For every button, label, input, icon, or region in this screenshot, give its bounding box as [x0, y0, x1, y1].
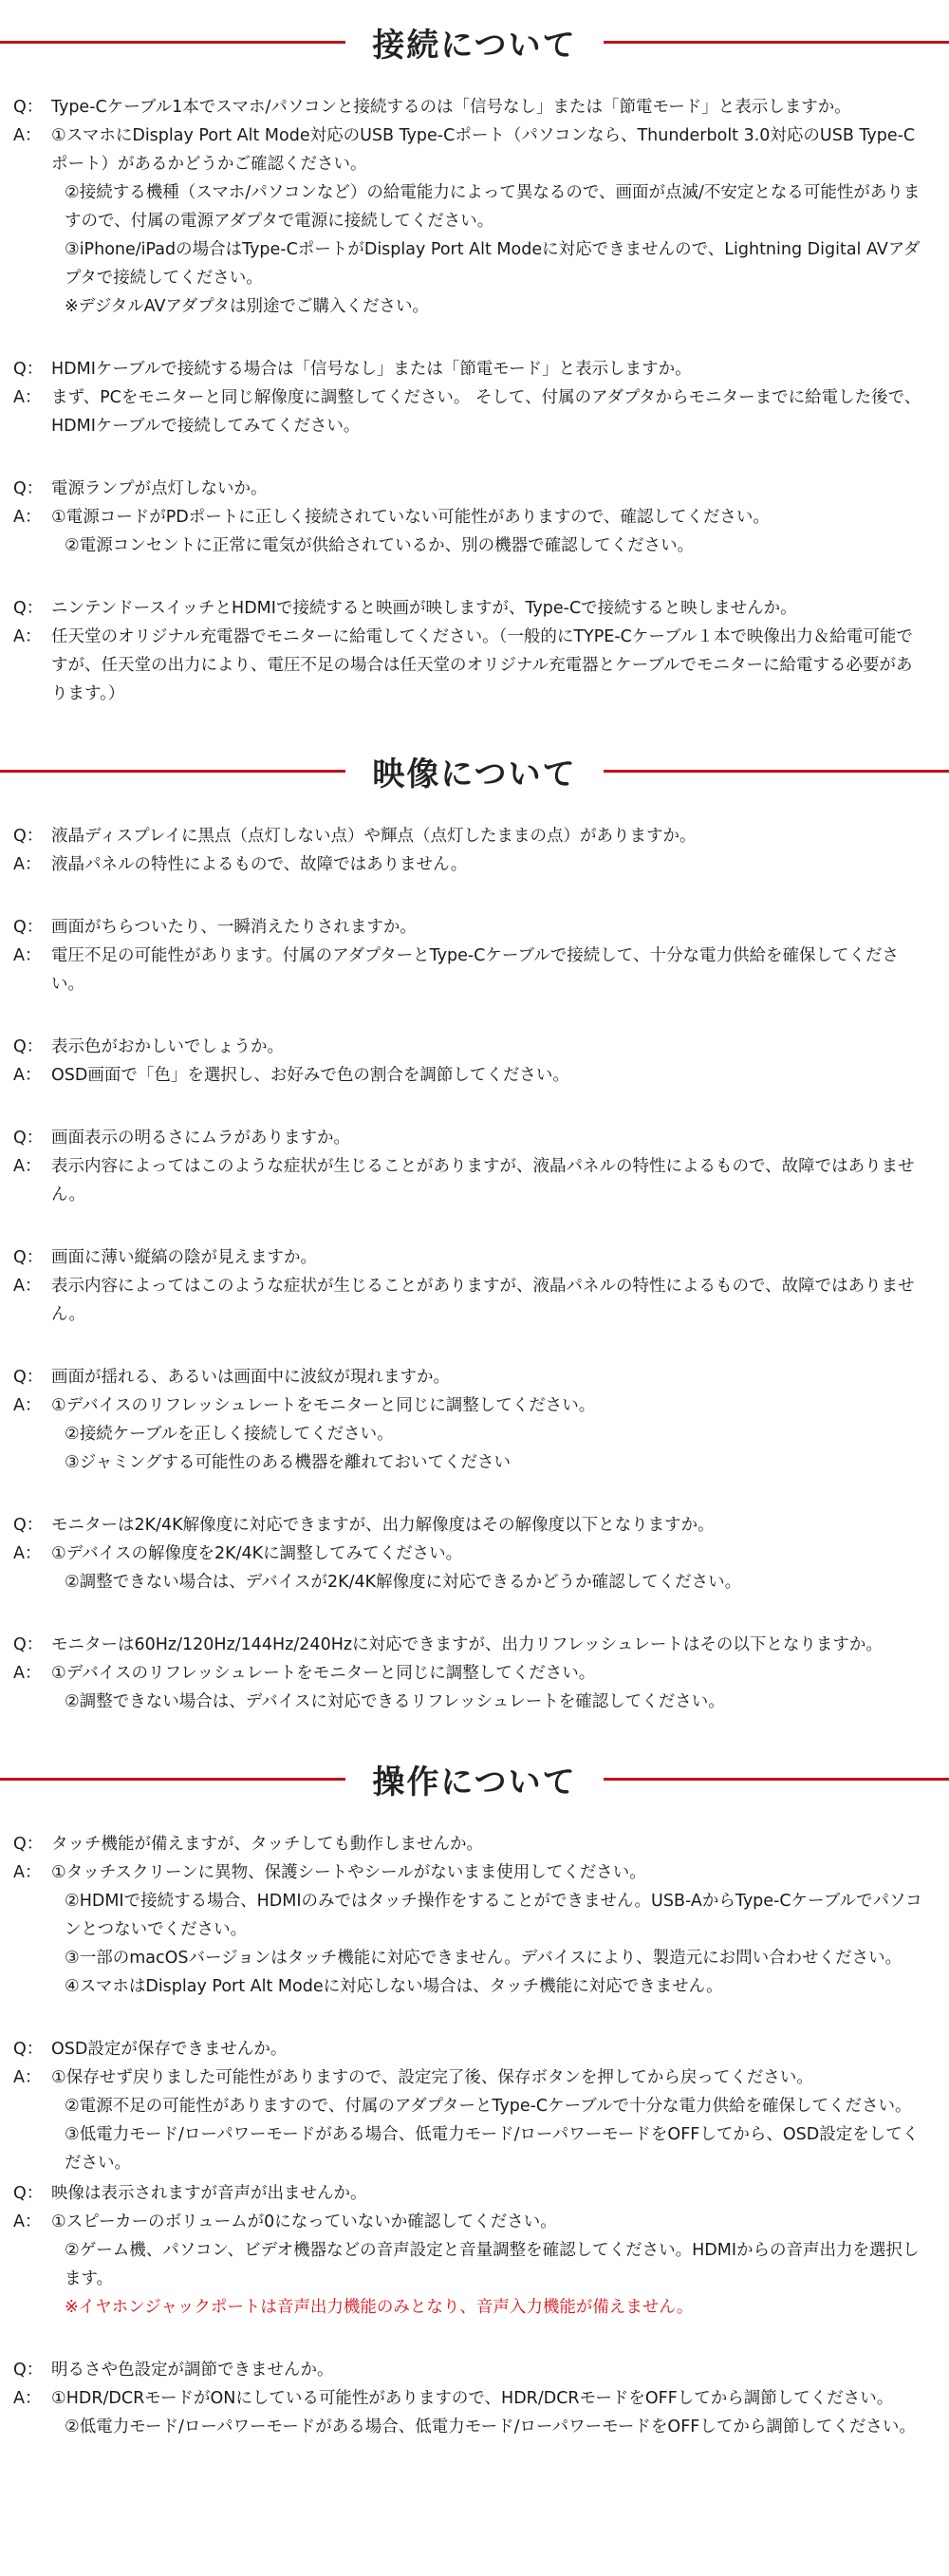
answer-line: ①デバイスの解像度を2K/4Kに調整してみてください。 — [51, 1544, 463, 1563]
question-row — [13, 93, 926, 121]
question-marker: Q： — [13, 918, 44, 937]
answer-row — [13, 2384, 926, 2441]
question-marker: Q： — [13, 1037, 44, 1056]
answer-marker: A： — [13, 508, 42, 527]
question-row — [13, 1511, 926, 1540]
question-marker: Q： — [13, 2184, 44, 2203]
question-text — [51, 913, 926, 942]
qa-item — [13, 1830, 926, 2001]
answer-line: ①デバイスのリフレッシュレートをモニターと同じに調整してください。 — [51, 1396, 596, 1415]
answer-row — [13, 1659, 926, 1716]
divider-line-left — [0, 770, 345, 773]
qa-item — [13, 913, 926, 999]
question-line: 画面が揺れる、あるいは画面中に波紋が現れますか。 — [51, 1368, 450, 1387]
question-line: HDMIケーブルで接続する場合は「信号なし」または「節電モード」と表示しますか。 — [51, 360, 692, 379]
answer-marker: A： — [13, 126, 42, 145]
answer-row — [13, 942, 926, 999]
question-marker: Q： — [13, 1635, 44, 1654]
answer-line: OSD画面で「色」を選択し、お好みで色の割合を調節してください。 — [51, 1066, 569, 1085]
answer-text — [51, 1659, 926, 1716]
question-line: 映像は表示されますが音声が出ませんか。 — [51, 2184, 367, 2203]
answer-line: ②接続する機種（スマホ/パソコンなど）の給電能力によって異なるので、画面が点滅/不安定となる可能性がありますので、付属の電源アダプタで電源に接続してください。 — [65, 183, 921, 231]
question-text — [51, 2179, 926, 2208]
question-marker: Q： — [13, 1248, 44, 1267]
qa-item — [13, 1631, 926, 1716]
qa-item — [13, 475, 926, 560]
question-text — [51, 355, 926, 383]
divider-line-left — [0, 41, 345, 44]
answer-marker: A： — [13, 2068, 42, 2087]
answer-line: ②電源コンセントに正常に電気が供給されているか、別の機器で確認してください。 — [65, 536, 695, 555]
question-marker: Q： — [13, 2361, 44, 2380]
answer-marker: A： — [13, 2389, 42, 2408]
question-text — [51, 1363, 926, 1391]
answer-line: 液晶パネルの特性によるもので、故障ではありません。 — [51, 855, 468, 874]
answer-line: ※デジタルAVアダプタは別途でご購入ください。 — [65, 297, 429, 316]
question-marker: Q： — [13, 479, 44, 498]
answer-line: ①スピーカーのボリュームが0になっていないか確認してください。 — [51, 2212, 557, 2231]
qa-item — [13, 1124, 926, 1209]
section-title: 接続について — [372, 26, 577, 65]
answer-marker: A： — [13, 1277, 42, 1296]
answer-line: ②接続ケーブルを正しく接続してください。 — [65, 1425, 394, 1444]
answer-marker: A： — [13, 1664, 42, 1683]
answer-text — [51, 1272, 926, 1329]
answer-marker: A： — [13, 855, 42, 874]
answer-line: ②低電力モード/ローパワーモードがある場合、低電力モード/ローパワーモードをOFFしてから調節してください。 — [65, 2417, 916, 2436]
qa-item — [13, 1033, 926, 1090]
answer-text — [51, 121, 926, 321]
qa-item — [13, 93, 926, 321]
question-text — [51, 1830, 926, 1858]
answer-line: ①保存せず戻りました可能性がありますので、設定完了後、保存ボタンを押してから戻ってください。 — [51, 2068, 813, 2087]
question-text — [51, 594, 926, 623]
question-text — [51, 1631, 926, 1659]
answer-marker: A： — [13, 1863, 42, 1882]
section-header — [0, 742, 949, 799]
qa-item — [13, 1511, 926, 1596]
answer-line: ①デバイスのリフレッシュレートをモニターと同じに調整してください。 — [51, 1664, 596, 1683]
divider-line-left — [0, 1778, 345, 1781]
answer-row — [13, 383, 926, 440]
qa-item — [13, 594, 926, 708]
answer-line: ③一部のmacOSバージョンはタッチ機能に対応できません。デバイスにより、製造元にお問い合わせください。 — [65, 1949, 902, 1968]
answer-text — [51, 1152, 926, 1209]
answer-line: ②調整できない場合は、デバイスが2K/4K解像度に対応できるかどうか確認してください。 — [65, 1573, 742, 1592]
question-line: OSD設定が保存できませんか。 — [51, 2040, 288, 2059]
answer-marker: A： — [13, 388, 42, 407]
question-row — [13, 594, 926, 623]
answer-row — [13, 1272, 926, 1329]
answer-text — [51, 1391, 926, 1477]
answer-line: ①HDR/DCRモードがONにしている可能性がありますので、HDR/DCRモードをOFFしてから調節してください。 — [51, 2389, 894, 2408]
question-marker: Q： — [13, 98, 44, 117]
section-header — [0, 1750, 949, 1807]
answer-line: まず、PCをモニターと同じ解像度に調整してください。 そして、付属のアダプタからモニターまでに給電した後で、HDMIケーブルで接続してみてください。 — [51, 388, 921, 436]
answer-line: 電圧不足の可能性があります。付属のアダプターとType-Cケーブルで接続して、十分な電力供給を確保してください。 — [51, 946, 899, 994]
question-text — [51, 822, 926, 850]
answer-row — [13, 1391, 926, 1477]
answer-text — [51, 2063, 926, 2177]
question-text — [51, 1033, 926, 1061]
divider-line-right — [604, 770, 949, 773]
question-line: 画面がちらついたり、一瞬消えたりされますか。 — [51, 918, 417, 937]
answer-text — [51, 623, 926, 708]
answer-line: ④スマホはDisplay Port Alt Modeに対応しない場合は、タッチ機能に対応できません。 — [65, 1977, 723, 1996]
question-marker: Q： — [13, 1835, 44, 1854]
question-marker: Q： — [13, 1368, 44, 1387]
answer-text — [51, 383, 926, 440]
qa-item — [13, 1243, 926, 1329]
question-row — [13, 2179, 926, 2208]
question-marker: Q： — [13, 360, 44, 379]
answer-row — [13, 623, 926, 708]
answer-line: ②ゲーム機、パソコン、ビデオ機器などの音声設定と音量調整を確認してください。HDMIからの音声出力を選択します。 — [65, 2241, 920, 2288]
question-line: 表示色がおかしいでしょうか。 — [51, 1037, 284, 1056]
divider-line-right — [604, 41, 949, 44]
qa-list — [0, 822, 949, 1716]
question-line: 画面に薄い縦縞の陰が見えますか。 — [51, 1248, 317, 1267]
question-text — [51, 475, 926, 503]
answer-row — [13, 1540, 926, 1596]
question-line: 液晶ディスプレイに黒点（点灯しない点）や輝点（点灯したままの点）がありますか。 — [51, 827, 697, 846]
question-text — [51, 1243, 926, 1272]
question-marker: Q： — [13, 1129, 44, 1148]
answer-line: 表示内容によってはこのような症状が生じることがありますが、液晶パネルの特性によるもので、故障ではありません。 — [51, 1277, 915, 1324]
qa-item — [13, 1363, 926, 1477]
qa-item — [13, 2356, 926, 2441]
section-title: 映像について — [372, 755, 577, 793]
answer-line: ③低電力モード/ローパワーモードがある場合、低電力モード/ローパワーモードをOFFしてから、OSD設定をしてください。 — [65, 2125, 920, 2173]
faq-page — [0, 13, 949, 2576]
question-line: タッチ機能が備えますが、タッチしても動作しませんか。 — [51, 1835, 483, 1854]
answer-marker: A： — [13, 946, 42, 965]
qa-item — [13, 2035, 926, 2177]
answer-row — [13, 1152, 926, 1209]
question-row — [13, 1243, 926, 1272]
question-row — [13, 1830, 926, 1858]
answer-row — [13, 2208, 926, 2322]
answer-marker: A： — [13, 627, 42, 646]
question-line: 画面表示の明るさにムラがありますか。 — [51, 1129, 350, 1148]
question-line: Type-Cケーブル1本でスマホ/パソコンと接続するのは「信号なし」または「節電モード」と表示しますか。 — [51, 98, 851, 117]
answer-line: ①スマホにDisplay Port Alt Mode対応のUSB Type-Cポート（パソコンなら、Thunderbolt 3.0対応のUSB Type-Cポート）があるかどうかご確認ください。 — [51, 126, 916, 174]
answer-text — [51, 2208, 926, 2322]
answer-row — [13, 121, 926, 321]
qa-item — [13, 822, 926, 879]
answer-marker: A： — [13, 1066, 42, 1085]
answer-text — [51, 1061, 926, 1090]
answer-row — [13, 1061, 926, 1090]
question-row — [13, 1124, 926, 1152]
answer-row — [13, 503, 926, 560]
answer-marker: A： — [13, 1157, 42, 1176]
question-text — [51, 1124, 926, 1152]
qa-item — [13, 2179, 926, 2322]
answer-line: ②HDMIで接続する場合、HDMIのみではタッチ操作をすることができません。USB-AからType-Cケーブルでパソコンとつないでください。 — [65, 1892, 922, 1939]
question-row — [13, 1033, 926, 1061]
question-row — [13, 1363, 926, 1391]
answer-text — [51, 850, 926, 879]
answer-marker: A： — [13, 2212, 42, 2231]
answer-text — [51, 1858, 926, 2001]
question-line: モニターは60Hz/120Hz/144Hz/240Hzに対応できますが、出力リフレッシュレートはその以下となりますか。 — [51, 1635, 883, 1654]
question-text — [51, 93, 926, 121]
qa-item — [13, 355, 926, 440]
answer-line: 表示内容によってはこのような症状が生じることがありますが、液晶パネルの特性によるもので、故障ではありません。 — [51, 1157, 915, 1204]
question-marker: Q： — [13, 1516, 44, 1535]
answer-line: ②電源不足の可能性がありますので、付属のアダプターとType-Cケーブルで十分な電力供給を確保してください。 — [65, 2097, 912, 2116]
question-row — [13, 2035, 926, 2063]
question-marker: Q： — [13, 827, 44, 846]
question-marker: Q： — [13, 599, 44, 618]
question-row — [13, 355, 926, 383]
question-line: 明るさや色設定が調節できませんか。 — [51, 2361, 334, 2380]
answer-line: ③ジャミングする可能性のある機器を離れておいてください — [65, 1453, 511, 1472]
answer-text — [51, 2384, 926, 2441]
section-header — [0, 13, 949, 70]
answer-line: 任天堂のオリジナル充電器でモニターに給電してください。（一般的にTYPE-Cケーブル１本で映像出力＆給電可能ですが、任天堂の出力により、電圧不足の場合は任天堂のオリジナル充電器とケーブルでモニターに給電する必要があります。） — [51, 627, 913, 703]
question-line: ニンテンドースイッチとHDMIで接続すると映画が映しますが、Type-Cで接続すると映しませんか。 — [51, 599, 797, 618]
answer-text — [51, 503, 926, 560]
qa-list — [0, 1830, 949, 2441]
answer-row — [13, 2063, 926, 2177]
question-row — [13, 2356, 926, 2384]
question-row — [13, 822, 926, 850]
answer-line: ①電源コードがPDポートに正しく接続されていない可能性がありますので、確認してください。 — [51, 508, 770, 527]
question-text — [51, 2356, 926, 2384]
answer-marker: A： — [13, 1544, 42, 1563]
section-title: 操作について — [372, 1763, 577, 1801]
answer-line: ①タッチスクリーンに異物、保護シートやシールがないまま使用してください。 — [51, 1863, 646, 1882]
answer-line: ③iPhone/iPadの場合はType-CポートがDisplay Port Alt Modeに対応できませんので、Lightning Digital AVアダプタで接続してください。 — [65, 240, 921, 288]
divider-line-right — [604, 1778, 949, 1781]
answer-line: ②調整できない場合は、デバイスに対応できるリフレッシュレートを確認してください。 — [65, 1692, 725, 1711]
answer-text — [51, 942, 926, 999]
question-row — [13, 1631, 926, 1659]
question-marker: Q： — [13, 2040, 44, 2059]
question-line: モニターは2K/4K解像度に対応できますが、出力解像度はその解像度以下となりますか。 — [51, 1516, 715, 1535]
qa-list — [0, 93, 949, 708]
answer-text — [51, 1540, 926, 1596]
question-text — [51, 2035, 926, 2063]
answer-note-red: ※イヤホンジャックポートは音声出力機能のみとなり、音声入力機能が備えません。 — [65, 2298, 694, 2317]
question-line: 電源ランプが点灯しないか。 — [51, 479, 268, 498]
question-row — [13, 475, 926, 503]
answer-row — [13, 1858, 926, 2001]
question-row — [13, 913, 926, 942]
question-text — [51, 1511, 926, 1540]
answer-row — [13, 850, 926, 879]
answer-marker: A： — [13, 1396, 42, 1415]
